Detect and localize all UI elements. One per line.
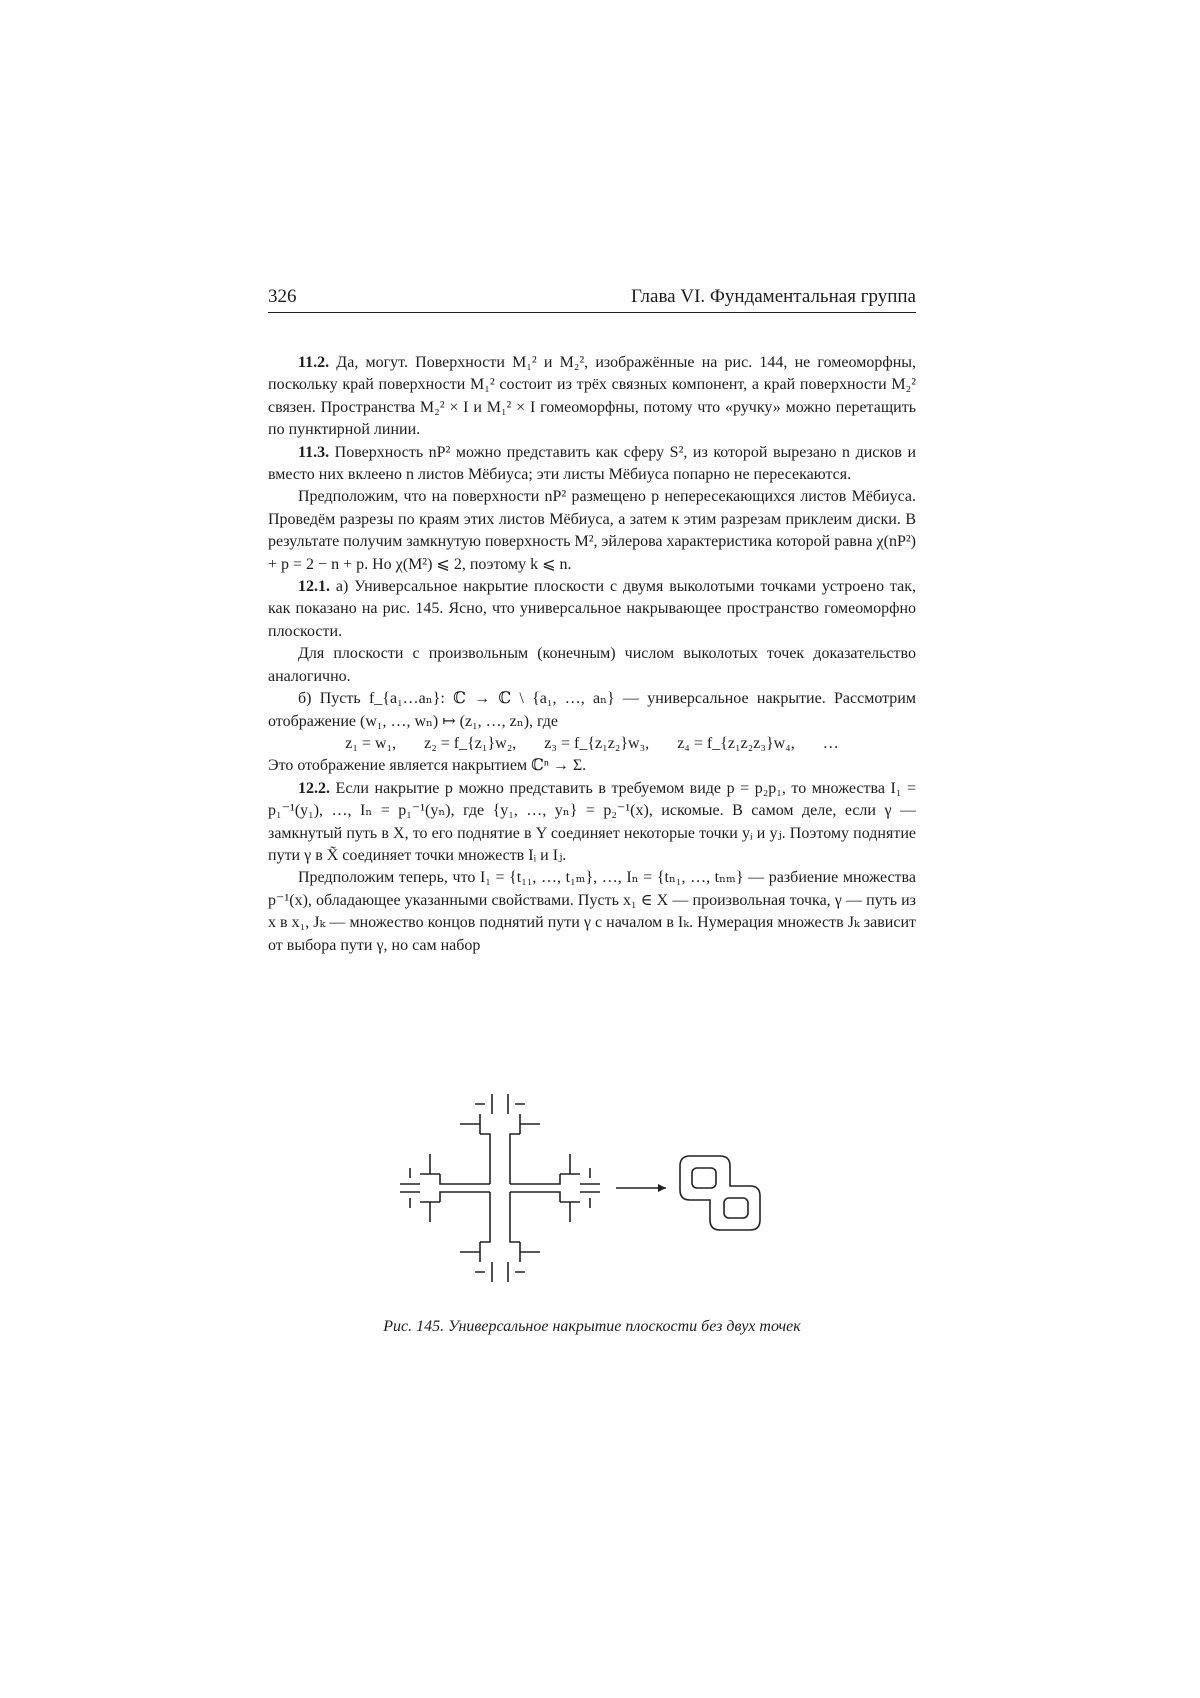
arrow-icon xyxy=(616,1184,666,1192)
paragraph-12-2: 12.2. Если накрытие p можно представить в требуемом виде p = p₂p₁, то множества I₁ = p₁⁻¹(y₁), …, Iₙ = p₁⁻¹(yₙ), где {y₁, …, yₙ} = p₂⁻¹(x), искомые. В самом деле, если γ — замкнутый путь в X, то его поднятие в Y соединяет некоторые точки yᵢ и yⱼ. Поэтому поднятие пути γ в X̃ соединяет точки множеств Iᵢ и Iⱼ. xyxy=(268,779,916,864)
paragraph-11-2: 11.2. Да, могут. Поверхности M₁² и M₂², изображённые на рис. 144, не гомеоморфны, поскольку край поверхности M₁² состоит из трёх связных компонент, а край поверхности M₂² связен. Пространства M₂² × I и M₁² × I гомеоморфны, потому что «ручку» можно перетащить по пунктирной линии. xyxy=(268,354,916,439)
paragraph-11-3: 11.3. Поверхность nP² можно представить как сферу S², из которой вырезано n дисков и вместо них вклеено n листов Мёбиуса; эти листы Мёбиуса попарно не пересекаются. xyxy=(268,443,916,484)
formula-line: z₁ = w₁, z₂ = f_{z₁}w₂, z₃ = f_{z₁z₂}w₃, z₄ = f_{z₁z₂z₃}w₄, … xyxy=(345,734,839,752)
paragraph-covering: Это отображение является накрытием ℂⁿ → Σ. xyxy=(268,757,587,775)
page-number: 326 xyxy=(268,286,297,307)
paragraph-12-1b: б) Пусть f_{a₁…aₙ}: ℂ → ℂ \ {a₁, …, aₙ} — универсальное накрытие. Рассмотрим отображение (w₁, …, wₙ) ↦ (z₁, …, zₙ), где xyxy=(268,690,916,730)
paragraph-partition: Предположим теперь, что I₁ = {t₁₁, …, t₁ₘ}, …, Iₙ = {tₙ₁, …, tₙₘ} — разбиение множества p⁻¹(x), обладающее указанными свойствами. Пусть x₁ ∈ X — произвольная точка, γ — путь из x в x₁, Jₖ — множество концов поднятий пути γ с началом в Iₖ. Нумерация множеств Jₖ зависит от выбора пути γ, но сам набор xyxy=(268,869,916,954)
running-header xyxy=(268,286,916,313)
plane-without-two-points xyxy=(680,1156,760,1230)
paragraph-analog: Для плоскости с произвольным (конечным) числом выколотых точек доказательство аналогично. xyxy=(268,645,916,685)
figure-caption: Рис. 145. Универсальное накрытие плоскости без двух точек xyxy=(383,1318,801,1335)
chapter-title: Глава VI. Фундаментальная группа xyxy=(630,286,916,307)
universal-cover-tree xyxy=(400,1094,600,1282)
main-text xyxy=(268,352,916,957)
paragraph-12-1: 12.1. а) Универсальное накрытие плоскости с двумя выколотыми точками устроено так, как показано на рис. 145. Ясно, что универсальное накрывающее пространство гомеоморфно плоскости. xyxy=(268,578,916,640)
paragraph-euler: Предположим, что на поверхности nP² размещено p непересекающихся листов Мёбиуса. Проведём разрезы по краям этих листов Мёбиуса, а затем к этим разрезам приклеим диски. В результате получим замкнутую поверхность M², эйлерова характеристика которой равна χ(nP²) + p = 2 − n + p. Но χ(M²) ⩽ 2, поэтому k ⩽ n. xyxy=(268,488,916,573)
figure-145 xyxy=(380,1078,820,1298)
